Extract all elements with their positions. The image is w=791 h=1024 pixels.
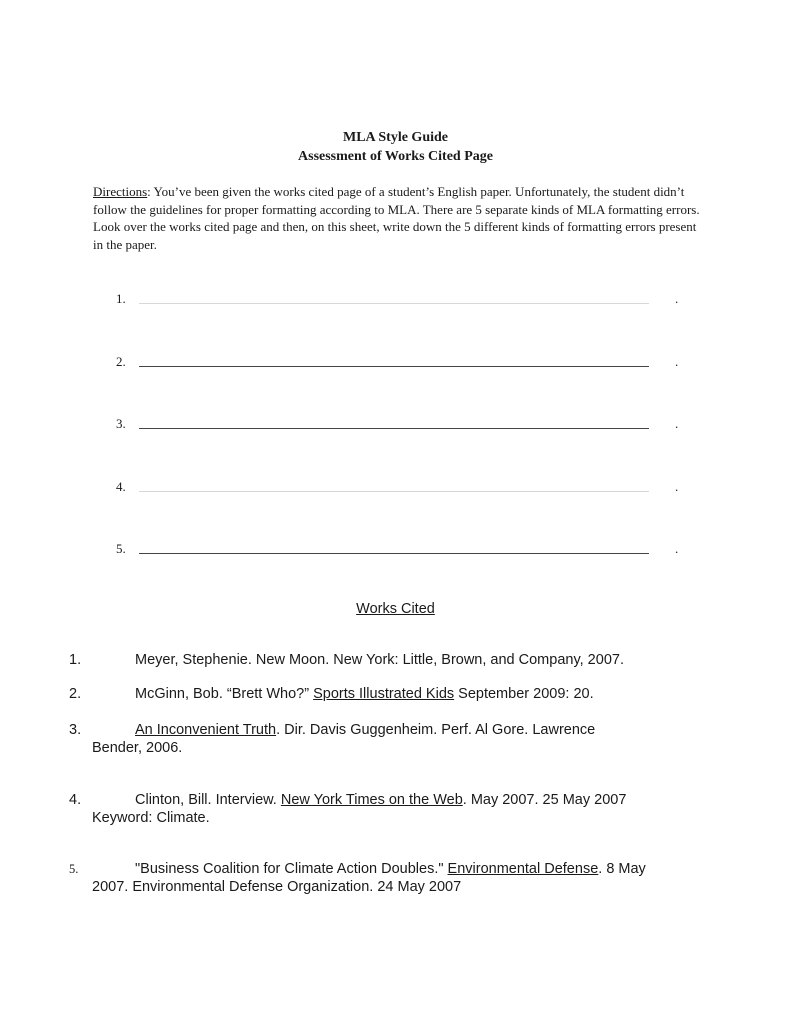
entry-source-title: New York Times on the Web bbox=[280, 792, 463, 808]
entry-source-title: An Inconvenient Truth bbox=[135, 722, 277, 738]
directions-text: : You’ve been given the works cited page of a student’s English paper. Unfortunately, the student didn’t follow the guidelines for proper formatting according to MLA. There are 5 separate kinds of MLA formatting errors. Look over the works cited page and then, on this sheet, write down the 5 different kinds of formatting errors present in the paper. bbox=[93, 184, 700, 252]
works-cited-entry-3 bbox=[69, 722, 709, 757]
entry-text: "Business Coalition for Climate Action Doubles." bbox=[135, 861, 448, 877]
entry-number: 3. bbox=[69, 722, 82, 738]
entry-number: 1. bbox=[69, 652, 82, 668]
blank-period: . bbox=[675, 354, 679, 369]
blank-line[interactable] bbox=[139, 491, 649, 492]
entry-text: September 2009: 20. bbox=[454, 686, 594, 702]
page-title: MLA Style Guide bbox=[342, 130, 448, 145]
blank-number: 1. bbox=[116, 291, 126, 306]
entry-text: . Dir. Davis Guggenheim. Perf. Al Gore. Lawrence bbox=[276, 722, 596, 738]
answer-blank-2[interactable] bbox=[116, 354, 686, 374]
entry-source-title: Sports Illustrated Kids bbox=[313, 686, 455, 702]
blank-number: 5. bbox=[116, 541, 126, 556]
blank-number: 2. bbox=[116, 354, 126, 369]
entry-continuation: 2007. Environmental Defense Organization. 24 May 2007 bbox=[92, 878, 462, 895]
answer-blank-5[interactable] bbox=[116, 541, 686, 561]
blank-line[interactable] bbox=[139, 303, 649, 304]
blank-number: 4. bbox=[116, 479, 126, 494]
works-cited-entry-4 bbox=[69, 792, 709, 827]
blank-line[interactable] bbox=[139, 366, 649, 367]
blank-period: . bbox=[675, 541, 679, 556]
entry-text: . 8 May bbox=[598, 861, 646, 877]
entry-continuation: Bender, 2006. bbox=[92, 739, 183, 756]
entry-number: 4. bbox=[69, 792, 82, 808]
entry-source-title: Environmental Defense bbox=[447, 861, 599, 877]
entry-number: 2. bbox=[69, 686, 82, 702]
directions-paragraph bbox=[93, 183, 703, 253]
directions-label: Directions bbox=[93, 184, 148, 199]
entry-continuation: Keyword: Climate. bbox=[92, 809, 210, 826]
blank-number: 3. bbox=[116, 416, 126, 431]
entry-text: McGinn, Bob. “Brett Who?” bbox=[135, 686, 314, 702]
blank-line[interactable] bbox=[139, 428, 649, 429]
entry-text: Meyer, Stephenie. New Moon. New York: Little, Brown, and Company, 2007. bbox=[135, 652, 624, 668]
works-cited-entry-1 bbox=[69, 652, 709, 670]
works-cited-entry-2 bbox=[69, 686, 709, 704]
answer-blank-3[interactable] bbox=[116, 416, 686, 436]
blank-period: . bbox=[675, 479, 679, 494]
entry-text: . May 2007. 25 May 2007 bbox=[462, 792, 627, 808]
answer-blank-4[interactable] bbox=[116, 479, 686, 499]
works-cited-heading: Works Cited bbox=[356, 601, 435, 617]
blank-period: . bbox=[675, 291, 679, 306]
page-subtitle: Assessment of Works Cited Page bbox=[298, 149, 493, 164]
answer-blank-1[interactable] bbox=[116, 291, 686, 311]
entry-text: Clinton, Bill. Interview. bbox=[135, 792, 281, 808]
blank-line[interactable] bbox=[139, 553, 649, 554]
blank-period: . bbox=[675, 416, 679, 431]
works-cited-entry-5 bbox=[69, 861, 709, 896]
entry-number: 5. bbox=[69, 862, 79, 876]
